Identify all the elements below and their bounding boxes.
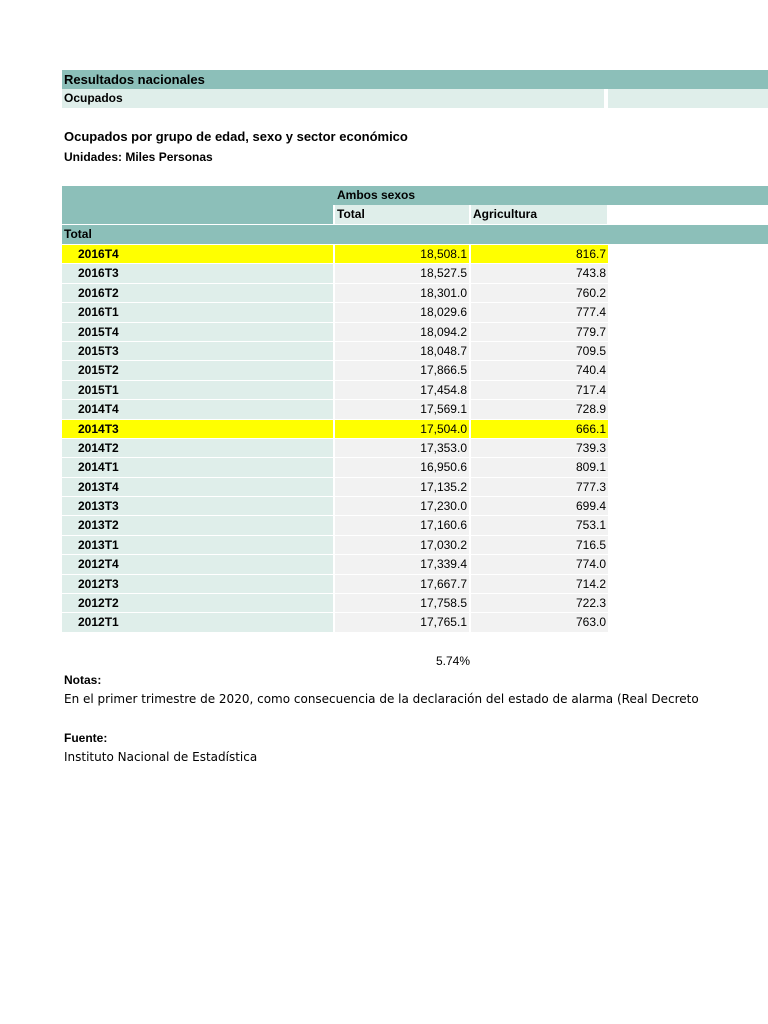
row-agricultura-value: 763.0 xyxy=(471,613,608,631)
row-total-value: 17,230.0 xyxy=(335,497,469,515)
column-header-total: Total xyxy=(335,205,469,224)
row-total-value: 18,029.6 xyxy=(335,303,469,321)
table-row xyxy=(62,323,608,342)
units-label: Unidades: Miles Personas xyxy=(64,150,213,164)
table-row xyxy=(62,245,608,264)
column-header-row xyxy=(62,205,768,224)
row-agricultura-value: 760.2 xyxy=(471,284,608,302)
row-period: 2013T2 xyxy=(62,516,333,534)
row-total-value: 17,454.8 xyxy=(335,381,469,399)
row-period: 2016T2 xyxy=(62,284,333,302)
table-row xyxy=(62,381,608,400)
table-row xyxy=(62,420,608,439)
row-total-value: 18,094.2 xyxy=(335,323,469,341)
table-row xyxy=(62,439,608,458)
section-subtitle: Ocupados xyxy=(64,91,123,105)
row-period: 2013T3 xyxy=(62,497,333,515)
row-agricultura-value: 809.1 xyxy=(471,458,608,476)
row-agricultura-value: 714.2 xyxy=(471,575,608,593)
table-row xyxy=(62,458,608,477)
row-agricultura-value: 774.0 xyxy=(471,555,608,573)
row-agricultura-value: 779.7 xyxy=(471,323,608,341)
notes-text: En el primer trimestre de 2020, como consecuencia de la declaración del estado de alarma (Real Decreto xyxy=(64,692,699,706)
table-row xyxy=(62,284,608,303)
row-period: 2013T4 xyxy=(62,478,333,496)
row-agricultura-value: 777.4 xyxy=(471,303,608,321)
column-header-agricultura: Agricultura xyxy=(471,205,607,224)
row-agricultura-value: 743.8 xyxy=(471,264,608,282)
row-total-value: 16,950.6 xyxy=(335,458,469,476)
section-subtitle-bar xyxy=(62,89,768,108)
row-period: 2012T4 xyxy=(62,555,333,573)
row-total-value: 17,758.5 xyxy=(335,594,469,612)
row-total-value: 17,866.5 xyxy=(335,361,469,379)
table-row xyxy=(62,400,608,419)
table-row xyxy=(62,536,608,555)
data-table-body xyxy=(62,245,608,633)
row-total-value: 18,301.0 xyxy=(335,284,469,302)
row-period: 2015T3 xyxy=(62,342,333,360)
row-total-value: 17,667.7 xyxy=(335,575,469,593)
table-row xyxy=(62,613,608,632)
row-total-value: 18,508.1 xyxy=(335,245,469,263)
section-label-total: Total xyxy=(64,227,92,241)
row-period: 2015T4 xyxy=(62,323,333,341)
row-agricultura-value: 753.1 xyxy=(471,516,608,534)
row-period: 2014T3 xyxy=(62,420,333,438)
row-period: 2016T3 xyxy=(62,264,333,282)
row-period: 2014T1 xyxy=(62,458,333,476)
table-row xyxy=(62,264,608,283)
group-header-row xyxy=(62,186,768,205)
row-agricultura-value: 666.1 xyxy=(471,420,608,438)
table-row xyxy=(62,516,608,535)
column-header-label-cell xyxy=(62,205,333,224)
table-row xyxy=(62,361,608,380)
row-agricultura-value: 739.3 xyxy=(471,439,608,457)
percent-value: 5.74% xyxy=(435,654,470,668)
row-agricultura-value: 722.3 xyxy=(471,594,608,612)
table-row xyxy=(62,497,608,516)
table-row xyxy=(62,342,608,361)
row-total-value: 18,527.5 xyxy=(335,264,469,282)
row-agricultura-value: 699.4 xyxy=(471,497,608,515)
group-header-ambos-sexos: Ambos sexos xyxy=(337,188,416,202)
cell-gap xyxy=(604,89,608,108)
row-total-value: 18,048.7 xyxy=(335,342,469,360)
row-period: 2012T1 xyxy=(62,613,333,631)
row-total-value: 17,765.1 xyxy=(335,613,469,631)
table-row xyxy=(62,575,608,594)
row-agricultura-value: 728.9 xyxy=(471,400,608,418)
row-total-value: 17,353.0 xyxy=(335,439,469,457)
row-agricultura-value: 740.4 xyxy=(471,361,608,379)
source-text: Instituto Nacional de Estadística xyxy=(64,750,258,764)
row-total-value: 17,135.2 xyxy=(335,478,469,496)
row-period: 2014T2 xyxy=(62,439,333,457)
section-title: Resultados nacionales xyxy=(64,72,205,87)
row-agricultura-value: 716.5 xyxy=(471,536,608,554)
table-row xyxy=(62,478,608,497)
row-period: 2016T1 xyxy=(62,303,333,321)
row-agricultura-value: 816.7 xyxy=(471,245,608,263)
row-period: 2014T4 xyxy=(62,400,333,418)
source-label: Fuente: xyxy=(64,731,108,745)
row-period: 2012T3 xyxy=(62,575,333,593)
row-period: 2015T2 xyxy=(62,361,333,379)
row-total-value: 17,504.0 xyxy=(335,420,469,438)
table-row xyxy=(62,594,608,613)
row-agricultura-value: 717.4 xyxy=(471,381,608,399)
section-title-bar xyxy=(62,70,768,89)
row-period: 2012T2 xyxy=(62,594,333,612)
table-row xyxy=(62,555,608,574)
row-total-value: 17,569.1 xyxy=(335,400,469,418)
table-row xyxy=(62,303,608,322)
row-period: 2015T1 xyxy=(62,381,333,399)
notes-label: Notas: xyxy=(64,673,102,687)
row-total-value: 17,160.6 xyxy=(335,516,469,534)
row-agricultura-value: 777.3 xyxy=(471,478,608,496)
row-total-value: 17,030.2 xyxy=(335,536,469,554)
row-total-value: 17,339.4 xyxy=(335,555,469,573)
row-period: 2013T1 xyxy=(62,536,333,554)
row-agricultura-value: 709.5 xyxy=(471,342,608,360)
row-period: 2016T4 xyxy=(62,245,333,263)
section-row-total xyxy=(62,225,768,244)
table-heading: Ocupados por grupo de edad, sexo y sector económico xyxy=(64,129,408,144)
